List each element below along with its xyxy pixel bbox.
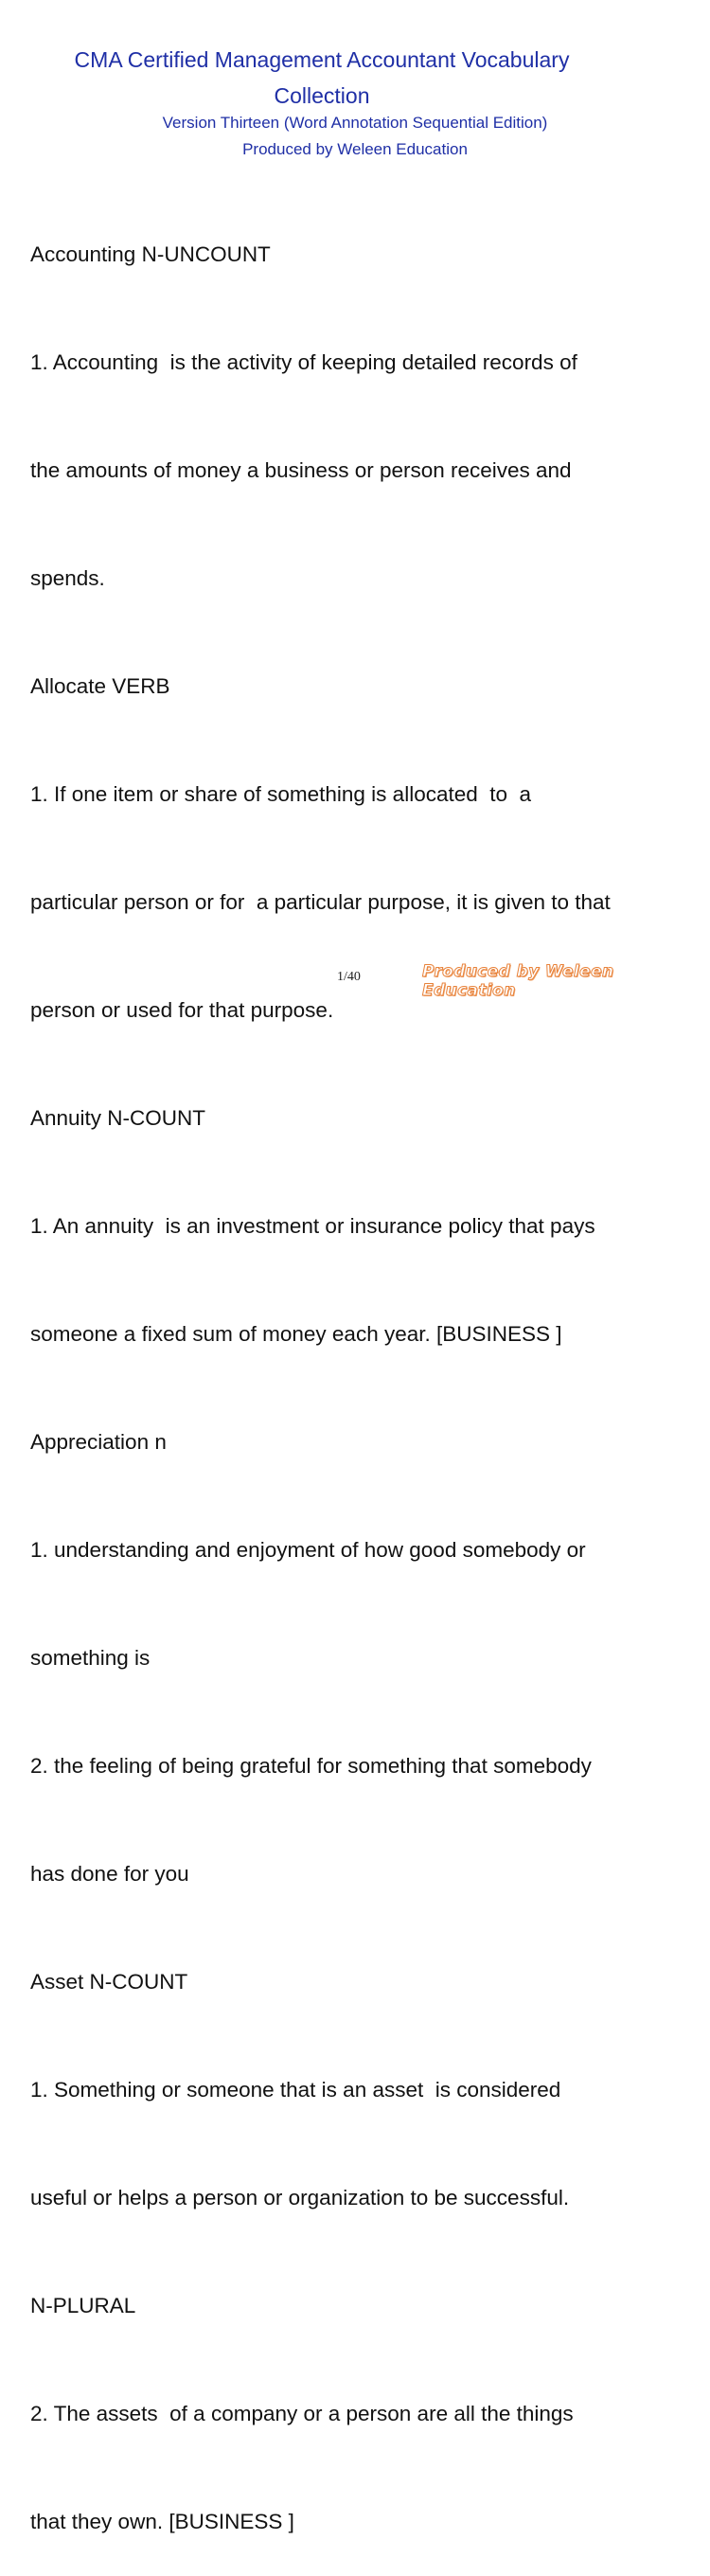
entry-line: 1. If one item or share of something is allocated to a (30, 782, 532, 806)
entry-line: 1. Accounting is the activity of keeping detailed records of (30, 350, 577, 374)
brand-watermark: Produced by Weleen Education (422, 962, 614, 1000)
entry-line: particular person or for a particular purpose, it is given to that (30, 890, 611, 914)
title-line-1: CMA Certified Management Accountant Vocabulary (74, 47, 570, 72)
entry-line: 2. the feeling of being grateful for something that somebody (30, 1754, 592, 1778)
entry-line: person or used for that purpose. (30, 998, 334, 1022)
entry-line: Appreciation n (30, 1430, 167, 1454)
producer-subtitle: Produced by Weleen Education (242, 140, 468, 158)
document-title (38, 42, 606, 114)
entry-line: someone a fixed sum of money each year. [BUSINESS ] (30, 1322, 562, 1346)
entry-line: 1. understanding and enjoyment of how good somebody or (30, 1538, 586, 1562)
entry-line: N-PLURAL (30, 2294, 136, 2317)
entry-line: useful or helps a person or organization to be successful. (30, 2186, 570, 2209)
entry-line: spends. (30, 566, 105, 590)
page-number: 1/40 (337, 970, 361, 984)
entry-line: 2. The assets of a company or a person are all the things (30, 2402, 574, 2425)
version-subtitle: Version Thirteen (Word Annotation Sequential Edition) (162, 114, 548, 132)
title-line-2: Collection (274, 83, 370, 108)
entry-line: that they own. [BUSINESS ] (30, 2510, 294, 2533)
entry-line: Asset N-COUNT (30, 1970, 188, 1994)
entry-line: has done for you (30, 1862, 189, 1886)
entry-line: the amounts of money a business or person receives and (30, 458, 572, 482)
vocabulary-body (30, 165, 693, 2576)
entry-line: Annuity N-COUNT (30, 1106, 206, 1130)
entry-line: Allocate VERB (30, 674, 170, 698)
entry-line: Accounting N-UNCOUNT (30, 242, 271, 266)
entry-line: 1. An annuity is an investment or insurance policy that pays (30, 1214, 595, 1238)
entry-line: 1. Something or someone that is an asset is considered (30, 2078, 561, 2102)
entry-line: something is (30, 1646, 151, 1670)
